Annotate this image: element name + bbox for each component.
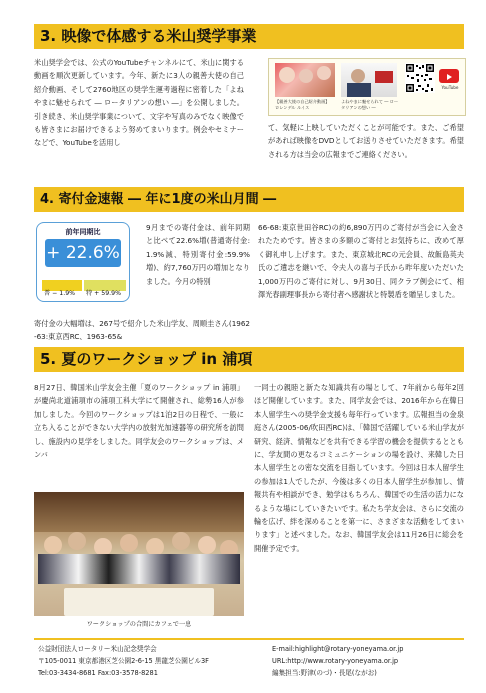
section-5-body-left: 8月27日、韓国米山学友会主催「夏のワークショップ in 浦項」が慶尚北道浦項市の浦項工科大学にて開催され、総勢16人が参加しました。今回のワークショップは1泊2日の日程で、一般に立ち入ることができない大学内の放射光加速器等の研究所を訪問し、施設内の見学をしました。同学友会のワークショップは、メンバ <box>34 383 244 460</box>
video-caption-1-line1: 【親善大使の自己紹介動画】 <box>275 99 330 104</box>
video-caption-1-line2: ロレンデル ルイス <box>275 104 310 110</box>
section-3-body-right: て、気軽に上映していただくことが可能です。また、ご希望があれば映像をDVDとしてお送りさせていただきます。希望される方は当会の広報までご連絡ください。 <box>268 123 464 159</box>
footer-tel: Tel:03-3434-8681 Fax:03-3578-8281 <box>38 669 158 677</box>
section-5-heading <box>34 347 464 372</box>
video-caption-2: よねやまに魅せられて ― ロータリアンの想い ― <box>341 99 399 110</box>
section-4-body-mid: 9月までの寄付金は、前年同期と比べて22.6%増(普通寄付金:1.9%減、特別寄付金:59.9%増)、約7,760万円の増加となりました。今月の特別 <box>146 223 250 286</box>
workshop-photo-caption: ワークショップの合間にカフェで一息 <box>86 621 192 628</box>
stat-special-label: 特 + 59.9% <box>86 290 121 297</box>
stat-normal-label: 普 − 1.9% <box>44 290 76 297</box>
section-3-title: 3. 映像で体感する米山奨学事業 <box>40 27 257 45</box>
footer-email[interactable]: E-mail:highlight@rotary-yoneyama.or.jp <box>272 645 404 653</box>
stat-value-text: + 22.6% <box>46 243 120 263</box>
youtube-icon[interactable] <box>439 69 459 83</box>
stat-title: 前年同期比 <box>65 228 101 236</box>
section-4-body-full: 寄付金の大幅増は、267号で紹介した米山学友、周順圭さん(1962-63:東京西RC、1963-65& <box>34 319 250 342</box>
video-thumbnail-2 <box>341 63 397 97</box>
section-4-heading <box>34 187 464 212</box>
section-4-title: 4. 寄付金速報 ― 年に1度の米山月間 ― <box>40 192 277 207</box>
section-5-title: 5. 夏のワークショップ in 浦項 <box>40 350 253 368</box>
footer-divider <box>34 638 464 640</box>
qr-code-icon <box>405 63 435 93</box>
donation-stat-box <box>36 222 130 302</box>
section-5-body-right: 一同士の親睦と新たな知識共有の場として、7年前から毎年2回ほど開催しています。また、同学友会では、2016年から在韓日本人留学生への奨学金支援も毎年行っています。広報担当の金泉庭さん(2005-06/吹田西RC)は、「韓国で活躍している米山学友が研究、経済、情報などを共有できる学習の機会を提供するとともに、学友間の更なるコミュニケーションの場を設け、来韓した日本人留学生との密な交流を目指しています。今回は日本人留学生の参加は1人でしたが、今後は多くの日本人留学生が参加し、情報共有や相談ができ、勉学はもちろん、韓国での生活の活力になるような場にしていきたいです。私たち学友会は、さらに交流の輪を広げ、絆を深めることを第一に、さまざまな活動をしてまいります」と述べました。なお、韓国学友会は11月26日に総会を開催予定です。 <box>254 383 464 553</box>
section-3-body-left: 米山奨学会では、公式のYouTubeチャンネルにて、米山に関する動画を順次更新しています。今年、新たに3人の親善大使の自己紹介動画、そして2760地区の奨学生運考過程に密着した「よねやまに魅せられて ― ロータリアンの想い ―」を公開しました。引き続き、米山奨学事業について、文字や写真のみでなく映像でも皆さまにお届けできるよう努めてまいります。例会やセミナーなどで、YouTubeを活用し <box>34 58 244 148</box>
footer-editor: 編集担当:野津(のづ)・長尾(ながお) <box>272 669 377 677</box>
video-caption-1 <box>275 99 337 110</box>
workshop-photo <box>34 492 244 616</box>
video-thumbnails-frame <box>268 58 466 116</box>
footer-address: 〒105-0011 東京都港区芝公園2-6-15 黒龍芝公園ビル3F <box>38 657 209 665</box>
section-3-heading <box>34 24 464 49</box>
video-thumbnail-1 <box>275 63 335 97</box>
footer-url[interactable]: URL:http://www.rotary-yoneyama.or.jp <box>272 657 399 665</box>
stat-normal-bar <box>42 280 82 297</box>
stat-value <box>45 239 121 267</box>
footer-org: 公益財団法人ロータリー米山記念奨学会 <box>38 645 157 653</box>
stat-special-bar <box>84 280 126 297</box>
section-4-body-right: 66-68:東京世田谷RC)の約6,890万円のご寄付が当会に入金されたためです。皆さまの多額のご寄付とお気持ちに、改めて厚く御礼申し上げます。また、東京城北RCの元会員、故飯島英夫氏のご遺志を継いで、令夫人の喜与子氏から昨年度いただいた1,000万円のご寄付に対し、9月30日、同クラブ例会にて、相澤光春副理事長から寄付者へ感謝状と特製盾を贈呈しました。 <box>258 223 464 300</box>
youtube-label: YouTube <box>441 85 459 90</box>
